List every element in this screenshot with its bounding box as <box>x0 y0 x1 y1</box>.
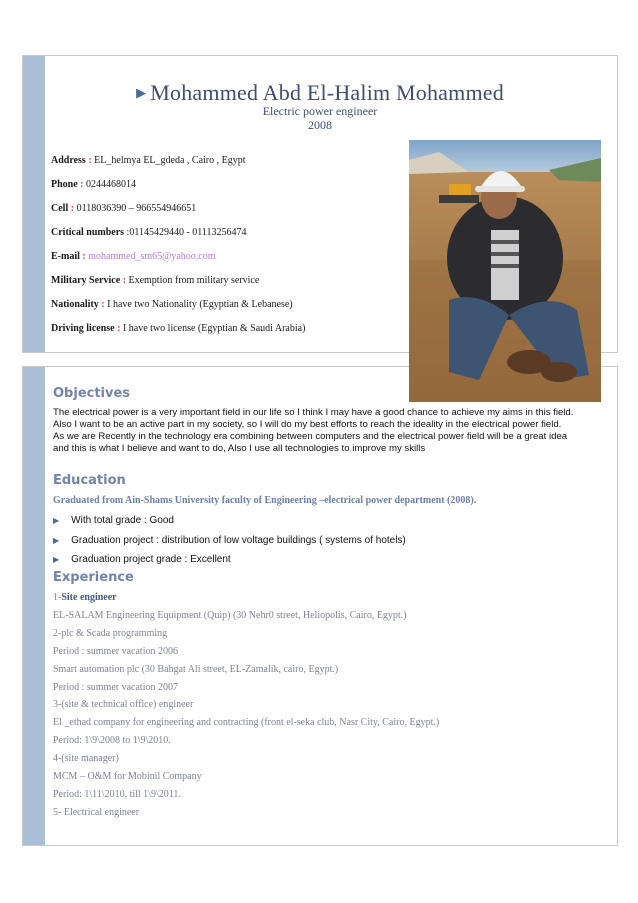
experience-line: Period: 1\9\2008 to 1\9\2010. <box>53 735 171 746</box>
experience-line: 5- Electrical engineer <box>53 807 140 818</box>
contact-critical-numbers: Critical numbers :01145429440 - 01113256474 <box>51 227 247 238</box>
accent-bar <box>23 367 45 845</box>
graduation-year: 2008 <box>308 118 332 132</box>
experience-line: EL-SALAM Engineering Equipment (Quip) (30 Nehr0 street, Heliopolis, Cairo, Egypt.) <box>53 610 407 621</box>
contact-cell: Cell : 0118036390 – 966554946651 <box>51 203 197 214</box>
profession: Electric power engineer <box>262 104 378 118</box>
experience-line: 2-plc & Scada programming <box>53 628 168 639</box>
triangle-bullet-icon: ▶ <box>136 85 147 100</box>
name-title <box>23 80 617 106</box>
contact-email: E-mail : mohammed_sm65@yahoo.com <box>51 251 216 262</box>
experience-line: El _ethad company for engineering and contracting (front el-seka club, Nasr City, Cairo, Egypt.) <box>53 717 440 728</box>
education-heading: Education <box>53 473 126 488</box>
contact-address: Address : EL_helmya EL_gdeda , Cairo , Egypt <box>51 155 246 166</box>
education-item: ▶ Graduation project : distribution of low voltage buildings ( systems of hotels) <box>53 535 406 546</box>
experience-line: Period: 1\11\2010, till 1\9\2011. <box>53 789 181 800</box>
contact-phone: Phone : 0244468014 <box>51 179 137 190</box>
experience-line: Period : summer vacation 2006 <box>53 646 178 657</box>
experience-line: 1-Site engineer <box>53 592 117 603</box>
experience-line: 3-(site & technical office) engineer <box>53 699 194 710</box>
experience-heading: Experience <box>53 570 134 585</box>
triangle-bullet-icon: ▶ <box>53 555 60 564</box>
profile-photo <box>409 140 601 402</box>
experience-line: 4-(site manager) <box>53 753 119 764</box>
triangle-bullet-icon: ▶ <box>53 516 60 525</box>
name-text: Mohammed Abd El-Halim Mohammed <box>150 80 504 105</box>
experience-line: Period : summer vacation 2007 <box>53 682 178 693</box>
contact-driving-license: Driving license : I have two license (Egyptian & Saudi Arabia) <box>51 323 306 334</box>
contact-military: Military Service : Exemption from military service <box>51 275 260 286</box>
experience-line: MCM – O&M for Mobinil Company <box>53 771 202 782</box>
details-section <box>22 366 618 846</box>
objectives-text: The electrical power is a very important field in our life so I think I may have a good chance to achieve my aims in this field. Also I want to be an active part in my society, so I will do my best efforts to reach the ideality in the electrical power field. As we are Recently in the technology era combining between computers and the electrical power field will be a great idea and this is what I believe and want to do, Also I use all technologies to improve my skills <box>53 407 574 454</box>
email-link[interactable]: mohammed_sm65@yahoo.com <box>88 251 216 262</box>
objectives-heading: Objectives <box>53 386 131 401</box>
education-headline: Graduated from Ain-Shams University faculty of Engineering –electrical power department (2008). <box>53 495 477 506</box>
triangle-bullet-icon: ▶ <box>53 536 60 545</box>
education-item: ▶ Graduation project grade : Excellent <box>53 554 231 565</box>
contact-nationality: Nationality : I have two Nationality (Egyptian & Lebanese) <box>51 299 293 310</box>
experience-line: Smart automation plc (30 Bahgat Ali street, EL-Zamalik, cairo, Egypt.) <box>53 664 339 675</box>
education-item: ▶ With total grade : Good <box>53 515 174 526</box>
